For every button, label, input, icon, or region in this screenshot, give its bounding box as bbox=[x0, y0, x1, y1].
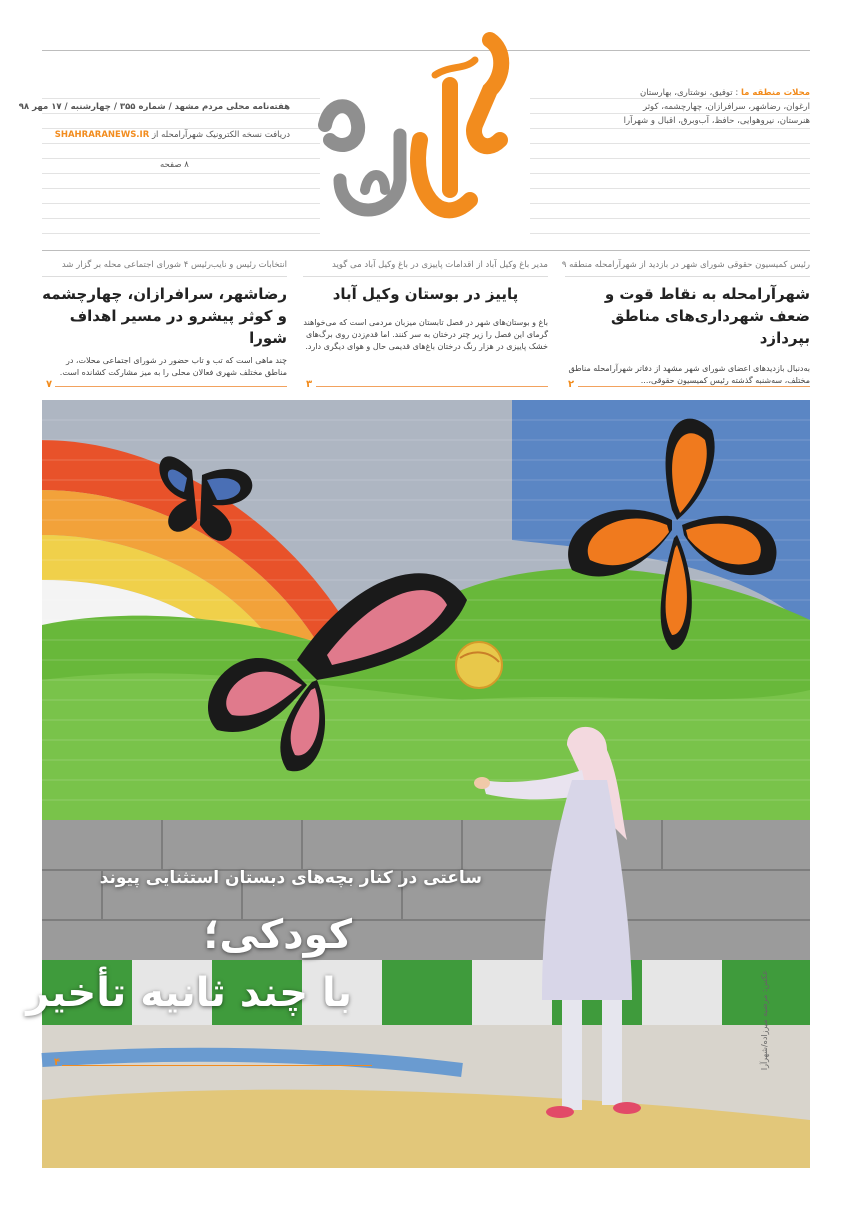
district-list-2: ارغوان، رضاشهر، سرافرازان، چهارچشمه، کوثر bbox=[643, 102, 810, 112]
teaser-2-body: باغ و بوستان‌های شهر در فصل تابستان میزبان مردمی است که می‌خواهند گرمای این فصل را زیر چتر درختان به سر کنند. اما قدم‌زدن روی برگ‌های خشک پاییزی در هزار رنگ درختان باغ‌های قدیمی حال و هوای دیگری دارد. bbox=[303, 318, 548, 351]
cover-page-rule bbox=[62, 1065, 372, 1066]
mural-illustration bbox=[26, 400, 810, 1168]
masthead-logo[interactable] bbox=[300, 30, 550, 250]
logo-graphic bbox=[300, 30, 550, 250]
teaser-3-rule bbox=[55, 386, 287, 387]
cover-title-2[interactable]: با چند ثانیه تأخیر bbox=[26, 970, 352, 1016]
district-list-1: : توفیق، نوشتاری، بهارستان bbox=[640, 88, 739, 98]
district-list-3: هنرستان، نیروهوایی، حافظ، آب‌وبرق، اقبال و شهرآرا bbox=[623, 116, 810, 126]
teaser-top-rule bbox=[42, 250, 810, 251]
teaser-1-title[interactable]: شهرآرامحله به نقاط قوت و ضعف شهرداری‌های مناطق بپردازد bbox=[604, 285, 810, 347]
teaser-1-kicker: رئیس کمیسیون حقوقی شورای شهر در بازدید از شهرآرامحله منطقه ۹ bbox=[561, 260, 810, 270]
teaser-3-title[interactable]: رضاشهر، سرافرازان، چهارچشمه و کوثر پیشرو در مسیر اهداف شورا bbox=[42, 285, 287, 347]
website-line bbox=[54, 128, 290, 142]
cover-subtitle[interactable]: ساعتی در کنار بچه‌های دبستان استثنایی پیوند bbox=[99, 868, 482, 888]
cover-page-number[interactable]: ۴ bbox=[54, 1057, 61, 1068]
teaser-2-title[interactable]: پاییز در بوستان وکیل آباد bbox=[332, 285, 519, 303]
teaser-3-page[interactable]: ۷ bbox=[46, 379, 53, 390]
teaser-3[interactable] bbox=[42, 260, 287, 379]
teaser-2[interactable] bbox=[303, 260, 548, 353]
teaser-2-rule bbox=[316, 386, 548, 387]
logo-text bbox=[550, 30, 551, 31]
website-link[interactable]: SHAHRARANEWS.IR bbox=[54, 130, 150, 140]
teaser-1-page[interactable]: ۲ bbox=[568, 379, 575, 390]
cover-title-1[interactable]: کودکی؛ bbox=[203, 912, 352, 958]
photo-credit: عکس: مرضیه میرزاده/شهرآرا bbox=[760, 970, 769, 1071]
teaser-3-kicker: انتخابات رئیس و نایب‌رئیس ۴ شورای اجتماعی محله بر گزار شد bbox=[61, 260, 287, 270]
page-count: ۸ صفحه bbox=[160, 160, 189, 170]
teaser-1[interactable] bbox=[561, 260, 810, 387]
issue-info bbox=[18, 100, 290, 172]
teaser-3-body: چند ماهی است که تب و تاب حضور در شورای اجتماعی محلات، در مناطق مختلف شهری فعالان محلی را به میز مشارکت کشانده است. bbox=[59, 356, 287, 377]
electronic-edition-label: دریافت نسخه الکترونیک شهرآرامحله از bbox=[151, 130, 290, 140]
cover-photo[interactable] bbox=[26, 400, 810, 1168]
district-title-line bbox=[600, 86, 810, 100]
district-info bbox=[600, 86, 810, 128]
district-title: محلات منطقه ما bbox=[740, 88, 810, 98]
issue-line: هفته‌نامه محلی مردم مشهد / شماره ۳۵۵ / چهارشنبه / ۱۷ مهر ۹۸ bbox=[18, 102, 290, 112]
teaser-2-page[interactable]: ۳ bbox=[306, 379, 313, 390]
teaser-1-rule bbox=[578, 386, 810, 387]
teaser-1-body: به‌دنبال بازدیدهای اعضای شورای شهر مشهد از دفاتر شهرآرامحله مناطق مختلف، سه‌شنبه گذشته رئیس کمیسیون حقوقی،... bbox=[568, 364, 810, 385]
teaser-2-kicker: مدیر باغ وکیل آباد از اقدامات پاییزی در باغ وکیل آباد می گوید bbox=[332, 260, 548, 270]
